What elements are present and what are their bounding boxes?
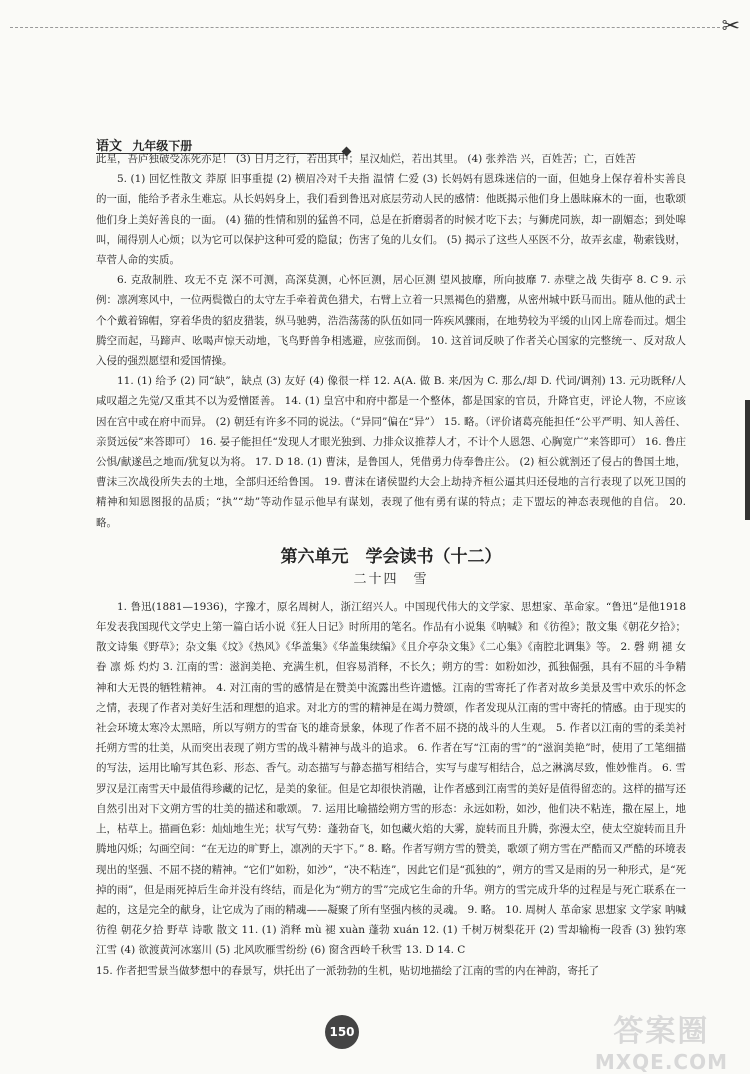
answer-content xyxy=(96,149,686,981)
edge-bar xyxy=(745,400,750,520)
cut-line xyxy=(10,27,720,28)
answer-paragraph: 1. 鲁迅(1881—1936)，字豫才，原名周树人，浙江绍兴人。中国现代伟大的文学家、思想家、革命家。“鲁迅”是他1918年发表我国现代文学史上第一篇白话小说《狂人日记》时所用的笔名。作品有小说集《呐喊》和《彷徨》；散文集《朝花夕拾》；散文诗集《野草》；杂文集《坟》《热风》《华盖集》《华盖集续编》《且介亭杂文集》《二心集》《南腔北调集》等。 2. 磬 朔 褪 女 眷 凛 烁 灼灼 3. 江南的雪：滋润美艳、充满生机，但容易消释，不长久；朔方的雪：如粉如沙，孤独倔强，具有不屈的斗争精神和大无畏的牺牲精神。 4. 对江南的雪的感情是在赞美中流露出些许遗憾。江南的雪寄托了作者对故乡美景及雪中欢乐的怀念之情，表现了作者对美好生活和理想的追求。对北方的雪的精神是在竭力赞颂，作者发现从江南的雪中寄托的情感。由于现实的社会环境太寒冷太黑暗，所以写朔方的雪奋飞的雄奇景象，体现了作者不屈不挠的战斗的人生观。 5. 作者以江南的雪的柔美衬托朔方雪的壮美，从而突出表现了朔方雪的战斗精神与战斗的追求。 6. 作者在写“江南的雪”的“滋润美艳”时，使用了工笔细描的写法，运用比喻写其色彩、形态、香气。动态描写与静态描写相结合，实写与虚写相结合，总之淋漓尽致，惟妙惟肖。 6. 雪罗汉是江南雪天中最值得珍藏的记忆，是美的象征。但是它却很快消融，让作者感到江南雪的美好是值得留恋的。这样的描写还自然引出对下文朔方雪的壮美的描述和歌颂。 7. 运用比喻描绘朔方雪的形态：永远如粉，如沙，他们决不粘连，撒在屋上，地上，枯草上。描画色彩：灿灿地生光；状写气势：蓬勃奋飞，如包藏火焰的大雾，旋转而且升腾，弥漫太空，使太空旋转而且升腾地闪烁；勾画空间：“在无边的旷野上，凛冽的天宇下。” 8. 略。作者写朔方雪的赞美，歌颂了朔方雪在严酷而又严酷的环境表现出的坚强、不屈不挠的精神。“它们”如粉，如沙”，“决不粘连”，因此它们是“孤独的”，朔方的雪又是雨的另一种形式，是“死掉的雨”，但是雨死掉后生命并没有终结，而是化为“朔方的雪”完成它生命的升华。朔方的雪完成升华的过程是与死亡联系在一起的，这是完全的献身，让它成为了雨的精魂——凝聚了所有坚强内核的灵魂。 9. 略。 10. 周树人 革命家 思想家 文学家 呐喊 彷徨 朝花夕拾 野草 诗歌 散文 11. (1) 消释 mù 褪 xuàn 蓬勃 xuán 12. (1) 千树万树梨花开 (2) 雪却输梅一段香 (3) 独钓寒江雪 (4) 欲渡黄河冰塞川 (5) 北风吹雁雪纷纷 (6) 窗含西岭千秋雪 13. D 14. C xyxy=(96,600,686,957)
page-number: 150 xyxy=(325,1015,359,1049)
unit-title: 第六单元 学会读书（十二） xyxy=(280,546,502,567)
lesson-title: 二十四 雪 xyxy=(353,571,429,587)
answer-paragraph: 5. (1) 回忆性散文 莽原 旧事重提 (2) 横眉冷对千夫指 温情 仁爱 (3) 长妈妈有恩珠迷信的一面，但她身上保存着朴实善良的一面，能给予者永生难忘。从长妈妈身上，我们看到鲁迅对底层劳动人民的感情：他既揭示他们身上愚昧麻木的一面，也歌颂他们身上美好善良的一面。 (4) 猫的性情和别的猛兽不同，总是在折磨弱者的时候才吃下去；与狮虎同族，却一副媚态；到处嗥叫，闹得别人心烦；以为它可以保护这种可爱的隐鼠；伤害了兔的儿女们。 (5) 揭示了这些人巫医不分，故弄玄虚，勒索钱财，草菅人命的实质。 xyxy=(96,173,686,267)
answer-paragraph: 15. 作者把雪景当做梦想中的春景写，烘托出了一派勃勃的生机，贴切地描绘了江南的雪的内在神韵，寄托了 xyxy=(96,964,600,977)
header-grade: 九年级下册 xyxy=(132,139,193,153)
answer-paragraph: 此星，吾庐独破受冻死亦足！ (3) 日月之行，若出其中；星汉灿烂，若出其里。 (4) 张养浩 兴，百姓苦；亡，百姓苦 xyxy=(96,153,636,165)
header-subject: 语文 xyxy=(96,139,123,154)
watermark xyxy=(595,1006,728,1074)
watermark-url: MXQE.COM xyxy=(594,1050,728,1074)
watermark-logo-text: 答案圈 xyxy=(613,1014,710,1049)
answer-paragraph: 6. 克敌制胜、攻无不克 深不可测，高深莫测，心怀叵测，居心叵测 望风披靡，所向披靡 7. 赤壁之战 失街亭 8. C 9. 示例：凛冽寒风中，一位两鬓微白的太守左手牵着黄色猎犬，右臂上立着一只黑褐色的猎鹰，从密州城中跃马而出。随从他的武士个个戴着锦帽，穿着华贵的貂皮猎装，纵马驰骋，浩浩荡荡的队伍如同一阵疾风骤雨，在地势较为平缓的山冈上席卷而过。烟尘腾空而起，马蹄声、吆喝声惊天动地，飞鸟野兽争相逃避，应弦而倒。 10. 这首词反映了作者关心国家的完整统一、反对敌人入侵的强烈愿望和爱国情操。 xyxy=(96,274,686,368)
scissors-icon: ✂ xyxy=(721,14,740,39)
answer-paragraph: 11. (1) 给予 (2) 同“缺”，缺点 (3) 友好 (4) 像很一样 12. A(A. 做 B. 来/因为 C. 那么/却 D. 代词/调剂) 13. 元功既释/人咸叹超之先觉/又重其不以为爱憎匿善。 14. (1) 皇宫中和府中都是一个整体，都是国家的官员，升降官吏，评论人物，不应该因在宫中或在府中而异。 (2) 朝廷有许多不同的说法。（“异同”偏在“异”） 15. 略。（评价诸葛亮能担任“公平严明、知人善任、亲贤远佞”来答即可） 16. 晏子能担任“发现人才眼光独到、力排众议推荐人才，不计个人恩怨、心胸宽广”来答即可） 16. 鲁庄公惧/献遂邑之地而/犹复以为将。 17. D 18. (1) 曹沫，是鲁国人，凭借勇力侍奉鲁庄公。 (2) 桓公就割还了侵占的鲁国土地，曹沫三次战役所失去的土地，全部归还给鲁国。 19. 曹沫在诸侯盟约大会上劫持齐桓公逼其归还侵地的言行表现了以死卫国的精神和知恩图报的品质；“执”“劫”等动作显示他早有谋划，表现了他有勇有谋的特点；走下盟坛的神态表现他的自信。 20. 略。 xyxy=(96,375,686,529)
